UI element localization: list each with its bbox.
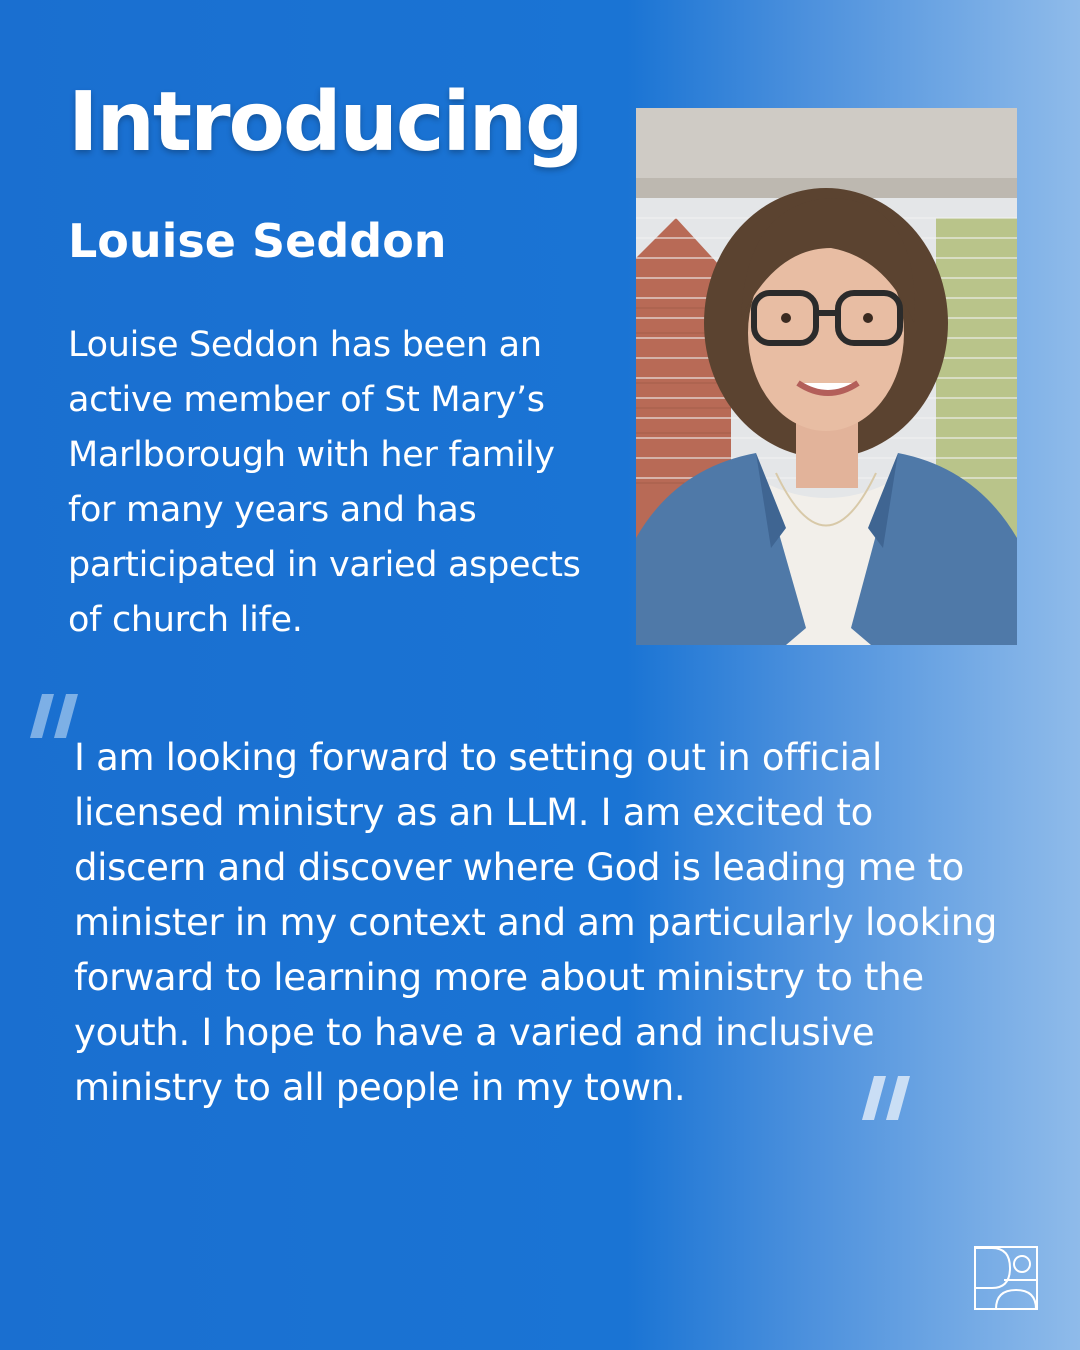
portrait-photo bbox=[636, 108, 1017, 645]
quote-open-icon bbox=[28, 690, 80, 742]
bio-text: Louise Seddon has been an active member of St Mary’s Marlborough with her family for many years and has participated in varied aspects of church life. bbox=[68, 325, 581, 640]
quote-close-icon bbox=[860, 1072, 912, 1124]
logo-icon bbox=[974, 1246, 1038, 1310]
page-title: Introducing bbox=[68, 75, 582, 170]
quote-text: I am looking forward to setting out in official licensed ministry as an LLM. I am excited to discern and discover where God is leading me to minister in my context and am particularly looking forward to learning more about ministry to the youth. I hope to have a varied and inclusive ministry to all people in my town. bbox=[74, 736, 998, 1109]
person-name: Louise Seddon bbox=[68, 214, 447, 268]
